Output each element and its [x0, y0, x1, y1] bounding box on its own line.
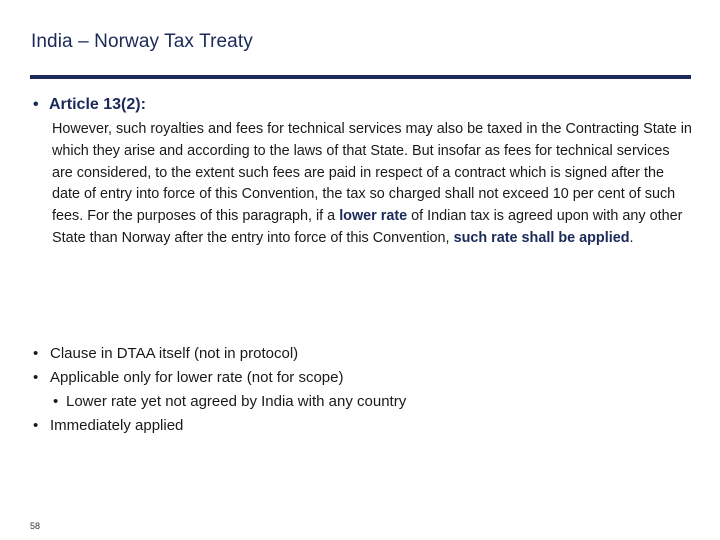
key-points-list — [33, 342, 406, 438]
quote-text: However, such royalties and fees for technical services may also be taxed in the Contracting State in which they arise and according to the laws of that State. But insofar as fees for technical services are considered, to the extent such fees are paid in respect of a contract which is signed after the date of entry into force of this Convention, the tax so charged shall not exceed 10 per cent of such fees. For the purposes of this paragraph, if a — [52, 121, 692, 225]
quote-text: . — [629, 229, 634, 246]
slide-title: India – Norway Tax Treaty — [31, 31, 253, 52]
list-item-text: Applicable only for lower rate (not for scope) — [50, 369, 344, 386]
bullet-icon: • — [33, 345, 39, 362]
bullet-icon: • — [33, 369, 39, 386]
article-quote — [52, 119, 692, 250]
bullet-icon: • — [33, 417, 39, 434]
bullet-icon: • — [33, 96, 39, 113]
list-item-text: Lower rate yet not agreed by India with any country — [66, 393, 407, 410]
quote-text: of Indian tax is agreed upon with any other State than Norway after the entry into force of this Convention, — [52, 208, 683, 246]
list-item-text: Clause in DTAA itself (not in protocol) — [50, 345, 299, 362]
list-item — [33, 414, 406, 438]
quote-highlight-lower-rate: lower rate — [339, 208, 408, 225]
bullet-icon: • — [53, 393, 59, 410]
title-divider — [30, 75, 691, 79]
article-heading-text: Article 13(2): — [49, 96, 146, 113]
sub-list-item — [33, 390, 406, 414]
list-item — [33, 342, 406, 366]
article-heading — [33, 96, 146, 114]
list-item-text: Immediately applied — [50, 417, 184, 434]
list-item — [33, 366, 406, 390]
quote-highlight-applied: such rate shall be applied — [453, 229, 630, 246]
page-number: 58 — [30, 521, 41, 531]
